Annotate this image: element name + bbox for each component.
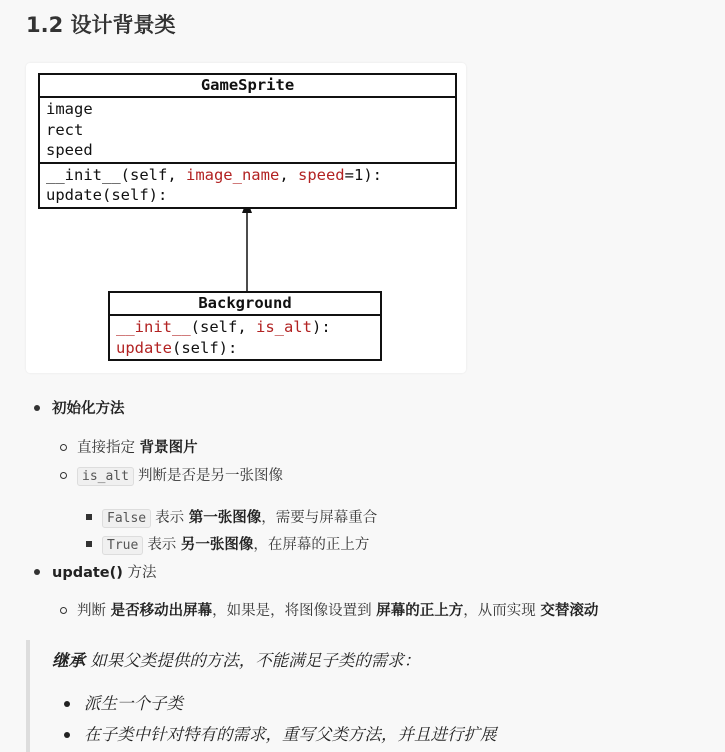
background-methods (110, 316, 380, 359)
list-item-update: update() 方法 (34, 562, 157, 584)
gamesprite-class-box (38, 73, 457, 209)
bullet-icon (64, 732, 70, 738)
inline-code: False (102, 509, 151, 528)
attribute: image (46, 100, 93, 118)
background-class-box (108, 291, 382, 361)
quote-list-item: 在子类中针对特有的需求，重写父类方法，并且进行扩展 (64, 722, 497, 748)
class-diagram (26, 63, 466, 373)
gamesprite-attributes (40, 98, 455, 162)
bullet-icon (60, 472, 67, 479)
list-item-true: True 表示 另一张图像，在屏幕的正上方 (86, 534, 369, 556)
list-item-direct: 直接指定 背景图片 (60, 437, 198, 459)
attribute: speed (46, 141, 93, 159)
list-item-init: 初始化方法 (34, 398, 125, 420)
bullet-icon (60, 607, 67, 614)
inheritance-blockquote (26, 640, 725, 752)
bullet-icon (86, 541, 92, 547)
gamesprite-class-name: GameSprite (40, 75, 455, 98)
method-update: update(self): (46, 186, 168, 204)
bullet-icon (34, 569, 40, 575)
bullet-icon (60, 444, 67, 451)
bullet-icon (34, 405, 40, 411)
quote-title: 继承 如果父类提供的方法，不能满足子类的需求： (52, 651, 421, 670)
gamesprite-methods (40, 162, 455, 207)
inline-code: True (102, 536, 143, 555)
bullet-icon (64, 701, 70, 707)
section-heading: 1.2 设计背景类 (26, 13, 176, 37)
method-init: __init__(self, is_alt): (116, 318, 331, 336)
list-item-is-alt: is_alt 判断是否是另一张图像 (60, 465, 283, 487)
background-class-name: Background (110, 293, 380, 316)
bullet-icon (86, 514, 92, 520)
quote-list-item: 派生一个子类 (64, 691, 183, 717)
list-item-judge: 判断 是否移动出屏幕，如果是，将图像设置到 屏幕的正上方，从而实现 交替滚动 (60, 600, 598, 622)
attribute: rect (46, 120, 84, 139)
method-update: update(self): (116, 338, 238, 357)
inline-code: is_alt (77, 467, 134, 486)
list-item-false: False 表示 第一张图像，需要与屏幕重合 (86, 507, 377, 529)
method-init: __init__(self, image_name, speed=1): (46, 165, 382, 184)
